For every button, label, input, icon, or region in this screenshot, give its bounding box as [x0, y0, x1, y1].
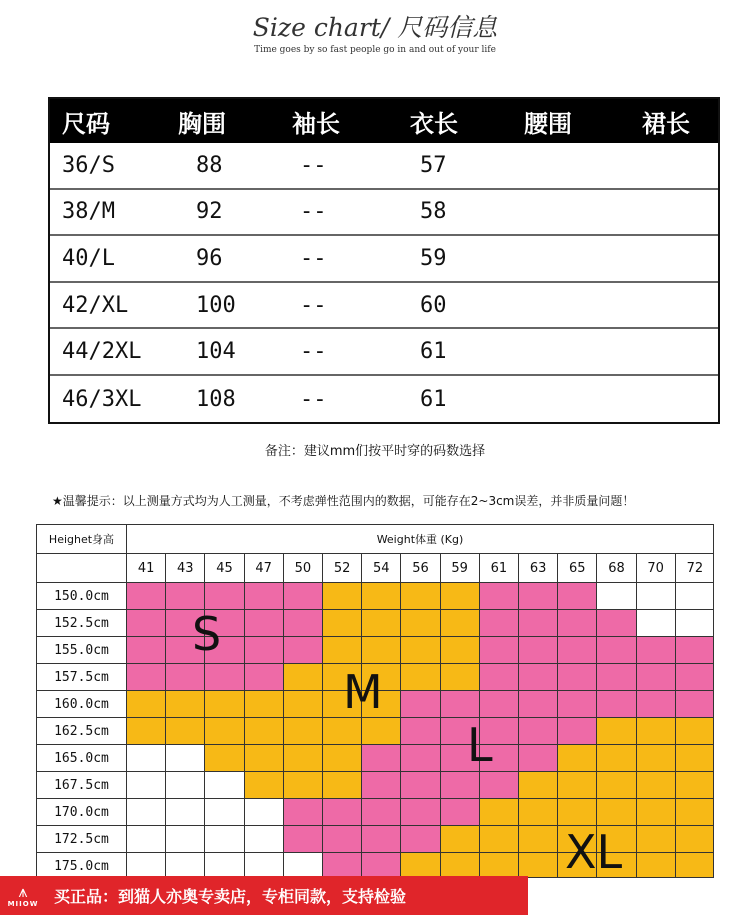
weight-tick: 45 — [205, 554, 244, 583]
size-zone-cell — [597, 610, 636, 637]
size-zone-cell — [284, 718, 323, 745]
size-zone-cell — [362, 610, 401, 637]
size-zone-cell — [245, 718, 284, 745]
weight-tick: 50 — [284, 554, 323, 583]
size-table-header — [50, 99, 718, 143]
col-header-waist: 腰围 — [524, 109, 572, 138]
size-zone-cell — [676, 799, 714, 826]
height-axis-label: Heighet身高 — [37, 525, 127, 554]
size-zone-cell — [637, 583, 676, 610]
size-zone-cell — [637, 772, 676, 799]
size-table-cell: 96 — [196, 245, 223, 271]
size-zone-cell — [519, 718, 558, 745]
size-zone-cell — [205, 583, 244, 610]
height-tick: 160.0cm — [37, 691, 127, 718]
size-zone-cell — [441, 853, 480, 878]
size-zone-cell — [127, 583, 166, 610]
size-zone-cell — [127, 610, 166, 637]
size-zone-cell — [362, 826, 401, 853]
size-zone-cell — [401, 826, 440, 853]
size-zone-cell — [362, 718, 401, 745]
weight-tick: 43 — [166, 554, 205, 583]
page-subtitle: Time goes by so fast people go in and out of your life — [254, 45, 496, 55]
size-table-cell: 59 — [420, 245, 447, 271]
height-tick: 162.5cm — [37, 718, 127, 745]
size-zone-cell — [323, 637, 362, 664]
weight-tick: 56 — [401, 554, 440, 583]
size-zone-cell — [558, 772, 597, 799]
size-zone-cell — [401, 664, 440, 691]
size-zone-cell — [558, 610, 597, 637]
size-zone-cell — [362, 772, 401, 799]
size-zone-cell — [323, 583, 362, 610]
size-zone-cell — [205, 691, 244, 718]
size-zone-cell — [323, 853, 362, 878]
zone-label: M — [343, 665, 383, 719]
size-table-cell: 42/XL — [62, 292, 129, 318]
size-zone-cell — [166, 745, 205, 772]
size-zone-cell — [323, 799, 362, 826]
size-zone-cell — [637, 610, 676, 637]
height-tick: 172.5cm — [37, 826, 127, 853]
size-zone-cell — [401, 637, 440, 664]
size-zone-cell — [558, 799, 597, 826]
size-zone-cell — [558, 718, 597, 745]
size-table — [48, 97, 720, 424]
size-zone-cell — [676, 583, 714, 610]
size-zone-cell — [597, 772, 636, 799]
size-zone-cell — [166, 691, 205, 718]
weight-tick: 70 — [637, 554, 676, 583]
size-zone-cell — [284, 826, 323, 853]
size-zone-cell — [127, 718, 166, 745]
size-zone-cell — [480, 637, 519, 664]
size-zone-cell — [362, 745, 401, 772]
brand-logo-text: MIIOW — [7, 899, 39, 908]
col-header-skirt: 裙长 — [642, 109, 690, 138]
size-zone-cell — [480, 799, 519, 826]
size-zone-cell — [597, 799, 636, 826]
size-zone-cell — [401, 583, 440, 610]
size-zone-cell — [676, 853, 714, 878]
banner-text: 买正品：到猫人亦奥专卖店，专柜同款，支持检验 — [54, 887, 407, 906]
size-zone-cell — [323, 826, 362, 853]
size-zone-cell — [127, 637, 166, 664]
size-table-cell: 58 — [420, 199, 447, 225]
size-zone-cell — [127, 826, 166, 853]
size-zone-cell — [166, 772, 205, 799]
size-zone-cell — [284, 799, 323, 826]
size-table-cell: -- — [300, 152, 327, 178]
size-table-cell: -- — [300, 199, 327, 225]
size-zone-cell — [284, 637, 323, 664]
size-zone-cell — [558, 691, 597, 718]
size-zone-cell — [441, 583, 480, 610]
size-table-cell: 40/L — [62, 245, 115, 271]
size-zone-cell — [676, 610, 714, 637]
size-table-cell: 88 — [196, 152, 223, 178]
size-zone-cell — [480, 772, 519, 799]
weight-tick: 63 — [519, 554, 558, 583]
size-zone-cell — [676, 664, 714, 691]
size-zone-cell — [205, 799, 244, 826]
size-zone-cell — [166, 826, 205, 853]
size-zone-cell — [519, 799, 558, 826]
size-table-cell: 100 — [196, 292, 236, 318]
size-zone-cell — [441, 772, 480, 799]
height-tick: 167.5cm — [37, 772, 127, 799]
height-tick: 165.0cm — [37, 745, 127, 772]
size-zone-cell — [519, 583, 558, 610]
size-zone-cell — [284, 691, 323, 718]
size-zone-cell — [284, 664, 323, 691]
size-zone-cell — [558, 637, 597, 664]
size-zone-cell — [245, 772, 284, 799]
size-table-row — [50, 190, 718, 237]
size-zone-cell — [441, 826, 480, 853]
size-zone-cell — [637, 718, 676, 745]
size-zone-cell — [519, 664, 558, 691]
size-zone-cell — [205, 664, 244, 691]
size-zone-cell — [323, 745, 362, 772]
size-zone-cell — [519, 853, 558, 878]
size-zone-cell — [676, 691, 714, 718]
size-zone-cell — [205, 772, 244, 799]
weight-tick: 52 — [323, 554, 362, 583]
size-zone-cell — [480, 853, 519, 878]
size-zone-cell — [676, 718, 714, 745]
size-zone-cell — [597, 583, 636, 610]
size-zone-cell — [441, 691, 480, 718]
size-table-cell: 60 — [420, 292, 447, 318]
size-zone-cell — [166, 718, 205, 745]
height-tick: 170.0cm — [37, 799, 127, 826]
size-zone-cell — [284, 610, 323, 637]
size-zone-cell — [519, 826, 558, 853]
size-zone-cell — [676, 637, 714, 664]
weight-tick: 59 — [441, 554, 480, 583]
size-table-cell: 36/S — [62, 152, 115, 178]
size-zone-cell — [323, 718, 362, 745]
size-zone-cell — [401, 772, 440, 799]
height-tick: 152.5cm — [37, 610, 127, 637]
size-zone-cell — [323, 610, 362, 637]
size-zone-cell — [676, 826, 714, 853]
weight-height-chart — [36, 524, 714, 878]
size-zone-cell — [127, 853, 166, 878]
size-zone-cell — [597, 745, 636, 772]
size-zone-cell — [597, 718, 636, 745]
size-zone-cell — [637, 637, 676, 664]
size-zone-cell — [245, 691, 284, 718]
size-zone-cell — [637, 826, 676, 853]
weight-tick: 72 — [676, 554, 714, 583]
size-zone-cell — [166, 853, 205, 878]
page-title: Size chart/ 尺码信息 — [252, 13, 498, 42]
size-zone-cell — [205, 718, 244, 745]
size-zone-cell — [401, 853, 440, 878]
measurement-warning: ★温馨提示：以上测量方式均为人工测量，不考虑弹性范围内的数据，可能存在2~3cm误差，并非质量问题！ — [52, 494, 635, 508]
size-table-cell: -- — [300, 245, 327, 271]
store-banner — [0, 876, 528, 915]
size-table-cell: 38/M — [62, 199, 115, 225]
size-zone-cell — [480, 664, 519, 691]
size-table-row — [50, 143, 718, 190]
size-zone-cell — [637, 745, 676, 772]
size-zone-cell — [401, 610, 440, 637]
height-tick: 150.0cm — [37, 583, 127, 610]
size-zone-cell — [441, 799, 480, 826]
size-zone-cell — [637, 664, 676, 691]
size-zone-cell — [362, 799, 401, 826]
size-zone-cell — [676, 772, 714, 799]
size-zone-cell — [480, 826, 519, 853]
size-zone-cell — [401, 745, 440, 772]
size-table-cell: 46/3XL — [62, 386, 142, 412]
size-zone-cell — [245, 826, 284, 853]
size-zone-cell — [323, 772, 362, 799]
size-zone-cell — [637, 853, 676, 878]
weight-tick: 61 — [480, 554, 519, 583]
size-zone-cell — [284, 583, 323, 610]
size-zone-cell — [597, 637, 636, 664]
size-zone-cell — [441, 637, 480, 664]
size-table-cell: 104 — [196, 339, 236, 365]
size-zone-cell — [441, 664, 480, 691]
size-zone-cell — [245, 853, 284, 878]
size-table-row — [50, 236, 718, 283]
size-zone-cell — [245, 799, 284, 826]
size-zone-cell — [166, 583, 205, 610]
weight-tick: 65 — [558, 554, 597, 583]
col-header-bust: 胸围 — [178, 109, 226, 138]
size-zone-cell — [637, 799, 676, 826]
size-zone-cell — [519, 745, 558, 772]
size-zone-cell — [362, 583, 401, 610]
col-header-length: 衣长 — [410, 109, 458, 138]
size-zone-cell — [205, 745, 244, 772]
size-table-cell: -- — [300, 386, 327, 412]
height-tick: 155.0cm — [37, 637, 127, 664]
size-table-cell: 108 — [196, 386, 236, 412]
size-zone-cell — [480, 610, 519, 637]
size-table-cell: 44/2XL — [62, 339, 142, 365]
size-zone-cell — [401, 799, 440, 826]
size-zone-cell — [480, 583, 519, 610]
weight-tick: 41 — [127, 554, 166, 583]
size-zone-cell — [519, 772, 558, 799]
size-zone-cell — [558, 745, 597, 772]
size-zone-cell — [284, 745, 323, 772]
size-note: 备注：建议mm们按平时穿的码数选择 — [264, 444, 486, 459]
size-zone-cell — [441, 610, 480, 637]
size-zone-cell — [127, 691, 166, 718]
size-zone-cell — [362, 637, 401, 664]
cat-logo-icon: ⩚ — [18, 881, 28, 901]
size-zone-cell — [519, 610, 558, 637]
size-zone-cell — [166, 799, 205, 826]
size-zone-cell — [245, 664, 284, 691]
size-zone-cell — [519, 637, 558, 664]
size-table-cell: 61 — [420, 386, 447, 412]
size-table-cell: 92 — [196, 199, 223, 225]
size-table-cell: -- — [300, 292, 327, 318]
size-zone-cell — [401, 691, 440, 718]
size-zone-cell — [362, 853, 401, 878]
weight-tick: 54 — [362, 554, 401, 583]
size-zone-cell — [245, 745, 284, 772]
size-zone-cell — [597, 664, 636, 691]
size-table-row — [50, 329, 718, 376]
size-table-cell: -- — [300, 339, 327, 365]
size-table-row — [50, 283, 718, 330]
size-zone-cell — [127, 664, 166, 691]
zone-label: XL — [565, 825, 623, 878]
weight-tick: 68 — [597, 554, 636, 583]
weight-tick: 47 — [245, 554, 284, 583]
height-tick: 175.0cm — [37, 853, 127, 878]
size-zone-cell — [676, 745, 714, 772]
brand-logo — [0, 876, 46, 915]
size-zone-cell — [637, 691, 676, 718]
size-zone-cell — [480, 691, 519, 718]
height-tick: 157.5cm — [37, 664, 127, 691]
size-zone-cell — [519, 691, 558, 718]
size-zone-cell — [558, 664, 597, 691]
size-zone-cell — [245, 583, 284, 610]
size-zone-cell — [127, 772, 166, 799]
size-zone-cell — [205, 853, 244, 878]
zone-label: L — [467, 718, 493, 772]
size-zone-cell — [127, 745, 166, 772]
size-zone-cell — [245, 610, 284, 637]
weight-axis-label: Weight体重 (Kg) — [127, 525, 713, 554]
size-zone-cell — [284, 772, 323, 799]
col-header-sleeve: 袖长 — [292, 109, 340, 138]
col-header-size: 尺码 — [62, 109, 110, 138]
size-zone-cell — [597, 691, 636, 718]
size-table-cell: 61 — [420, 339, 447, 365]
size-zone-cell — [205, 826, 244, 853]
corner-cell — [37, 554, 127, 583]
size-zone-cell — [166, 664, 205, 691]
size-zone-cell — [245, 637, 284, 664]
size-table-row — [50, 376, 718, 423]
size-zone-cell — [284, 853, 323, 878]
size-table-cell: 57 — [420, 152, 447, 178]
size-zone-cell — [401, 718, 440, 745]
zone-label: S — [192, 607, 222, 661]
size-zone-cell — [558, 583, 597, 610]
size-zone-cell — [127, 799, 166, 826]
